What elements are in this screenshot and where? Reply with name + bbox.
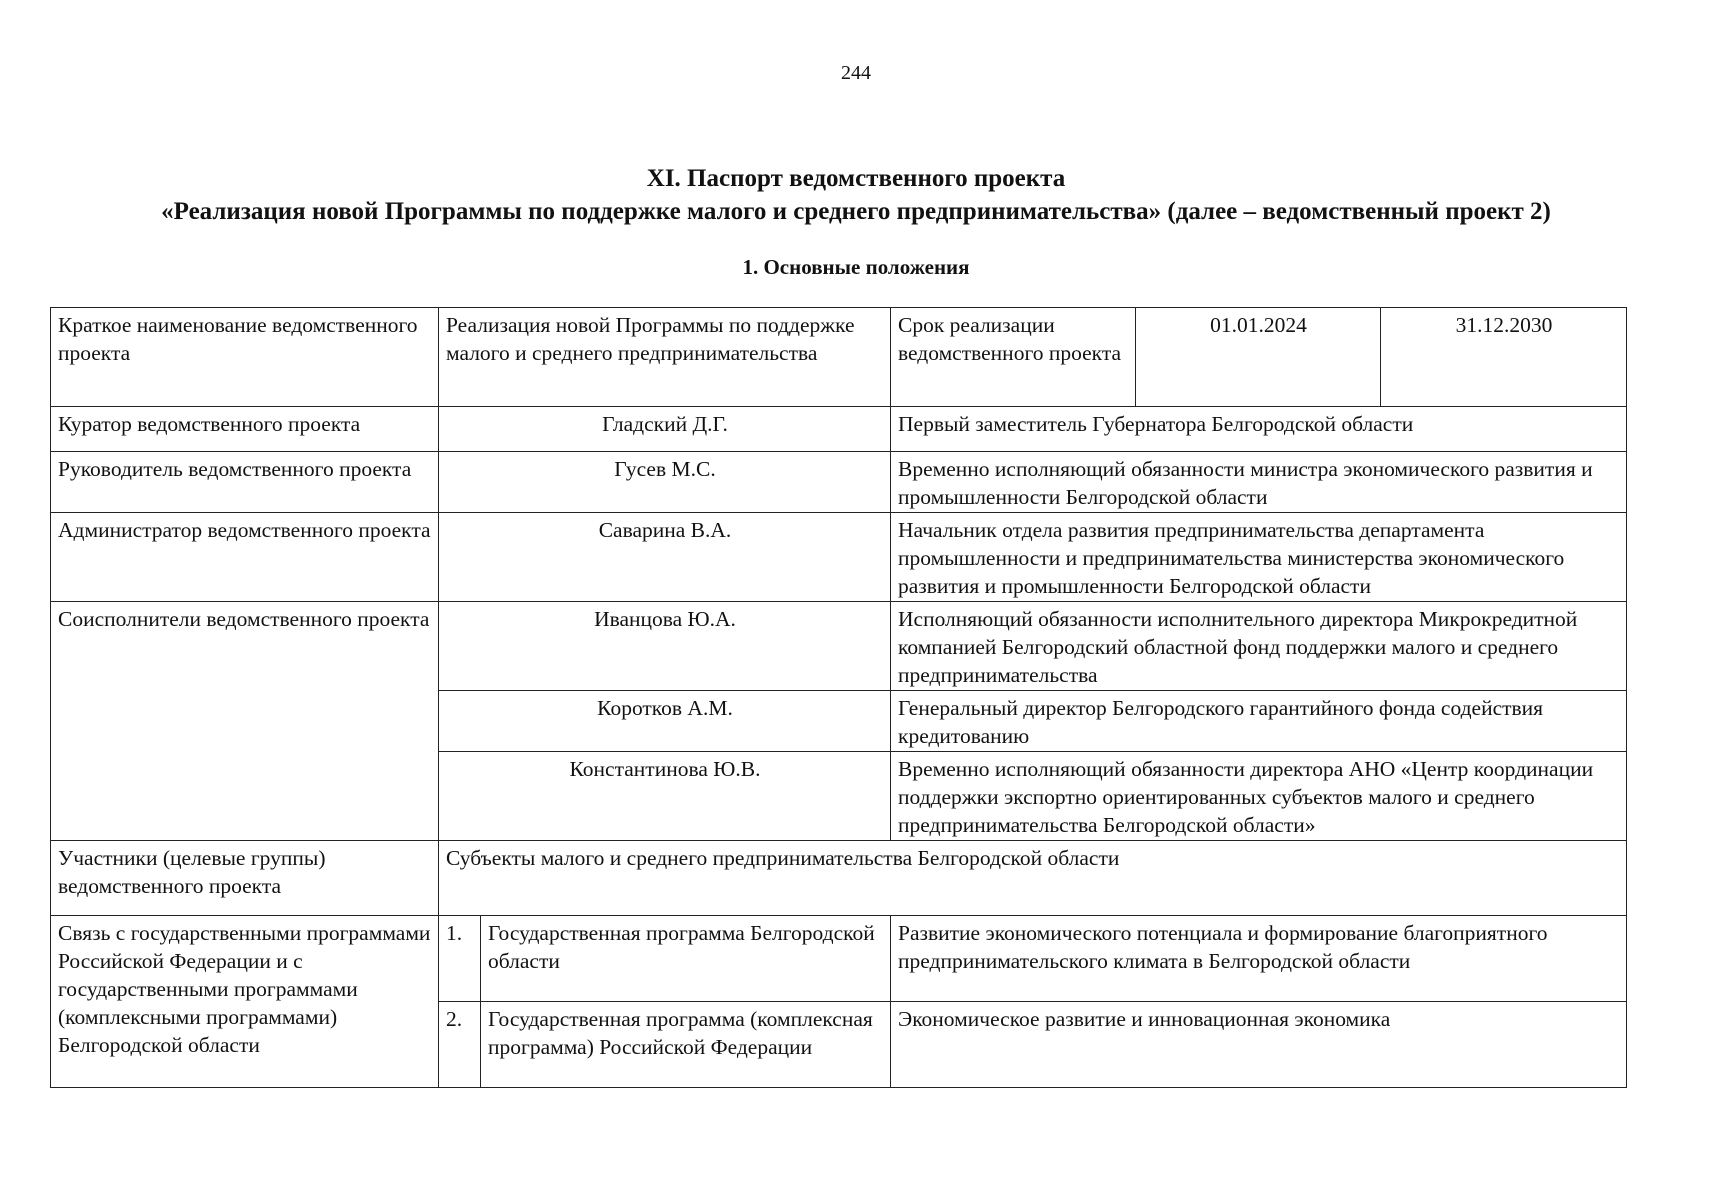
title-line-2: «Реализация новой Программы по поддержке малого и среднего предпринимательства» (далее – ведомственный проект 2) (161, 198, 1551, 225)
head-position: Временно исполняющий обязанности министра экономического развития и промышленности Белгородской области (891, 452, 1627, 513)
participants-label: Участники (целевые группы) ведомственного проекта (51, 841, 439, 916)
admin-name: Саварина В.А. (439, 513, 891, 602)
link-number: 2. (439, 1002, 481, 1088)
link-program-type: Государственная программа Белгородской области (481, 916, 891, 1002)
table-row-short-name (51, 308, 1627, 407)
section-title: 1. Основные положения (742, 255, 970, 279)
table-row-admin (51, 513, 1627, 602)
table-row-head (51, 452, 1627, 513)
coexecutors-label: Соисполнители ведомственного проекта (51, 602, 439, 841)
participants-value: Субъекты малого и среднего предпринимательства Белгородской области (439, 841, 1627, 916)
period-label: Срок реализации ведомственного проекта (891, 308, 1136, 407)
period-start: 01.01.2024 (1136, 308, 1381, 407)
document-title (0, 162, 1712, 228)
coexecutor-position: Временно исполняющий обязанности директора АНО «Центр координации поддержки экспортно ориентированных субъектов малого и среднего предпринимательства Белгородской области» (891, 752, 1627, 841)
coexecutor-name: Коротков А.М. (439, 691, 891, 752)
coexecutor-name: Константинова Ю.В. (439, 752, 891, 841)
link-number: 1. (439, 916, 481, 1002)
link-program-name: Развитие экономического потенциала и формирование благоприятного предпринимательского климата в Белгородской области (891, 916, 1627, 1002)
link-program-type: Государственная программа (комплексная программа) Российской Федерации (481, 1002, 891, 1088)
page-number: 244 (841, 62, 871, 84)
coexecutor-position: Исполняющий обязанности исполнительного директора Микрокредитной компанией Белгородский областной фонд поддержки малого и среднего предпринимательства (891, 602, 1627, 691)
curator-position: Первый заместитель Губернатора Белгородской области (891, 407, 1627, 452)
period-end: 31.12.2030 (1381, 308, 1627, 407)
table-row-coexecutor-1 (51, 602, 1627, 691)
head-name: Гусев М.С. (439, 452, 891, 513)
coexecutor-name: Иванцова Ю.А. (439, 602, 891, 691)
admin-label: Администратор ведомственного проекта (51, 513, 439, 602)
head-label: Руководитель ведомственного проекта (51, 452, 439, 513)
links-label: Связь с государственными программами Российской Федерации и с государственными программами (комплексными программами) Белгородской области (51, 916, 439, 1088)
curator-label: Куратор ведомственного проекта (51, 407, 439, 452)
short-name-label: Краткое наименование ведомственного проекта (51, 308, 439, 407)
table-row-link-1 (51, 916, 1627, 1002)
short-name-value: Реализация новой Программы по поддержке малого и среднего предпринимательства (439, 308, 891, 407)
table-row-curator (51, 407, 1627, 452)
title-line-1: XI. Паспорт ведомственного проекта (646, 165, 1066, 192)
table-row-participants (51, 841, 1627, 916)
passport-table (50, 307, 1627, 1088)
coexecutor-position: Генеральный директор Белгородского гарантийного фонда содействия кредитованию (891, 691, 1627, 752)
link-program-name: Экономическое развитие и инновационная экономика (891, 1002, 1627, 1088)
curator-name: Гладский Д.Г. (439, 407, 891, 452)
admin-position: Начальник отдела развития предпринимательства департамента промышленности и предпринимательства министерства экономического развития и промышленности Белгородской области (891, 513, 1627, 602)
